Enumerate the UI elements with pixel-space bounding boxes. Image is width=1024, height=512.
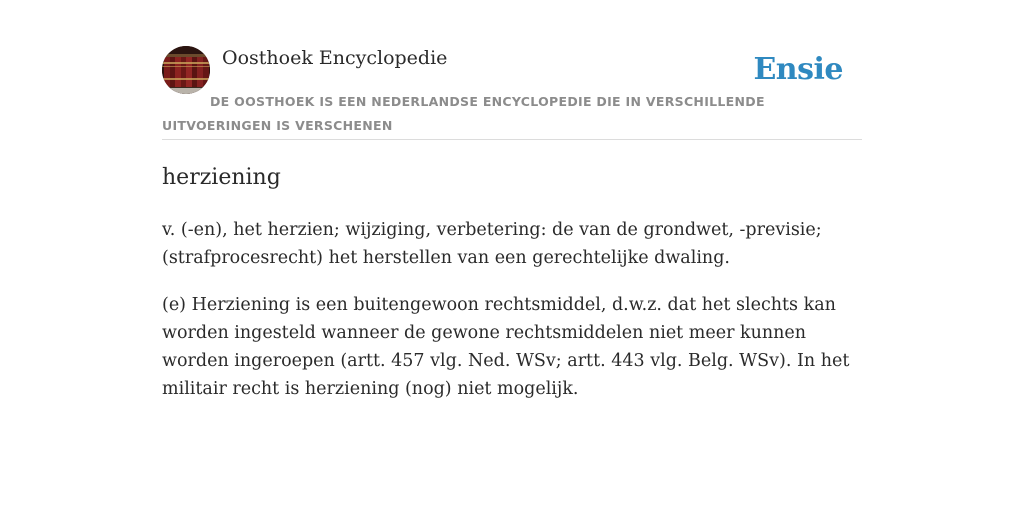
entry-definition (162, 216, 868, 422)
source-avatar[interactable] (162, 46, 210, 94)
book-spines-icon (162, 46, 210, 94)
brand-logo[interactable]: Ensie (753, 52, 843, 87)
definition-paragraph: (e) Herziening is een buitengewoon rechtsmiddel, d.w.z. dat het slechts kan worden ingesteld wanneer de gewone rechtsmiddelen niet meer kunnen worden ingeroepen (artt. 457 vlg. Ned. WSv; artt. 443 vlg. Belg. WSv). In het militair recht is herziening (nog) niet mogelijk. (162, 295, 850, 399)
header-divider (162, 139, 862, 140)
entry-term: herziening (162, 165, 281, 190)
source-description: DE OOSTHOEK IS EEN NEDERLANDSE ENCYCLOPEDIE DIE IN VERSCHILLENDE UITVOERINGEN IS VERSCHENEN (162, 94, 765, 133)
source-title[interactable]: Oosthoek Encyclopedie (222, 47, 448, 69)
definition-paragraph: v. (-en), het herzien; wijziging, verbetering: de van de grondwet, -previsie; (strafprocesrecht) het herstellen van een gerechtelijke dwaling. (162, 220, 822, 268)
